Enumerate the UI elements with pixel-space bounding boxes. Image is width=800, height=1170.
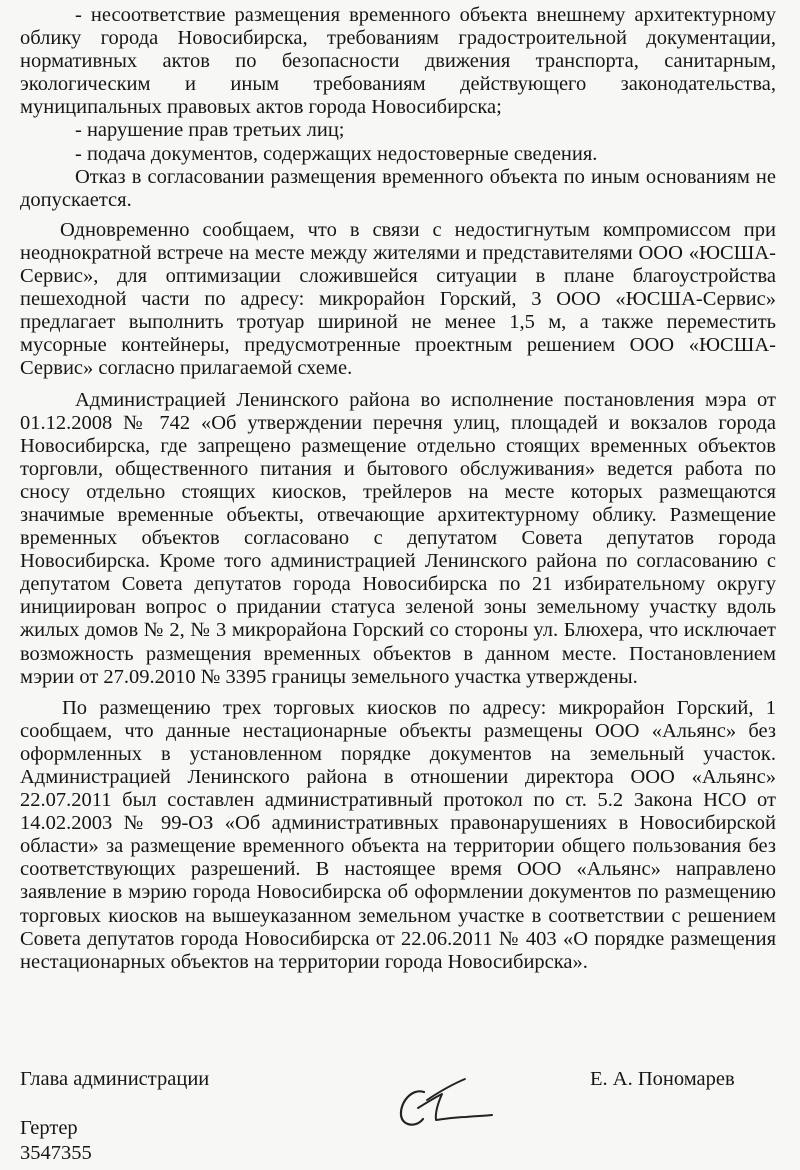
- paragraph-refusal-reason-architecture: - несоответствие размещения временного объекта внешнему архитектурному облику города Новосибирска, требованиям градостроительной документации, нормативных актов по безопасности движения транспорта, санитарным, экологическим и иным требованиям действующего законодательства, муниципальных правовых актов города Новосибирска;: [20, 4, 776, 119]
- paragraph-refusal-reason-false-info: - подача документов, содержащих недостоверные сведения.: [75, 142, 598, 165]
- executor-name: Гертер: [20, 1117, 78, 1139]
- signatory-position: Глава администрации: [20, 1068, 210, 1090]
- paragraph-refusal-reason-third-party: - нарушение прав третьих лиц;: [75, 119, 345, 142]
- paragraph-kiosks-alliance: По размещению трех торговых киосков по адресу: микрорайон Горский, 1 сообщаем, что данные нестационарные объекты размещены ООО «Альянс» без оформленных в установленном порядке документов на земельный участок. Администрацией Ленинского района в отношении директора ООО «Альянс» 22.07.2011 был составлен административный протокол по ст. 5.2 Закона НСО от 14.02.2003 № 99-ОЗ «Об административных правонарушениях в Новосибирской области» за размещение временного объекта на территории общего пользования без соответствующих разрешений. В настоящее время ООО «Альянс» направлено заявление в мэрию города Новосибирска об оформлении документов по размещению торговых киосков на вышеуказанном земельном участке в соответствии с решением Совета депутатов города Новосибирска от 22.06.2011 № 403 «О порядке размещения нестационарных объектов на территории города Новосибирска».: [20, 696, 776, 973]
- paragraph-no-other-grounds: Отказ в согласовании размещения временного объекта по иным основаниям не допускается.: [20, 165, 776, 211]
- handwritten-signature: [392, 1070, 502, 1132]
- letter-body: [20, 4, 776, 974]
- paragraph-leninsky-administration: Администрацией Ленинского района во исполнение постановления мэра от 01.12.2008 № 742 «Об утверждении перечня улиц, площадей и вокзалов города Новосибирска, где запрещено размещение отдельно стоящих временных объектов торговли, общественного питания и бытового обслуживания» ведется работа по сносу отдельно стоящих киосков, трейлеров на месте которых размещаются значимые временные объекты, отвечающие архитектурному облику. Размещение временных объектов согласовано с депутатом Совета депутатов города Новосибирска. Кроме того администрацией Ленинского района по согласованию с депутатом Совета депутатов города Новосибирска по 21 избирательному округу инициирован вопрос о придании статуса зеленой зоны земельному участку вдоль жилых домов № 2, № 3 микрорайона Горский со стороны ул. Блюхера, что исключает возможность размещения временных объектов в данном месте. Постановлением мэрии от 27.09.2010 № 3395 границы земельного участка утверждены.: [20, 388, 776, 688]
- paragraph-yussha-service: Одновременно сообщаем, что в связи с недостигнутым компромиссом при неоднократной встрече на месте между жителями и представителями ООО «ЮСША-Сервис», для оптимизации сложившейся ситуации в плане благоустройства пешеходной части по адресу: микрорайон Горский, 3 ООО «ЮСША-Сервис» предлагает выполнить тротуар шириной не менее 1,5 м, а также переместить мусорные контейнеры, предусмотренные проектным решением ООО «ЮСША-Сервис» согласно прилагаемой схеме.: [20, 218, 776, 380]
- signatory-name: Е. А. Пономарев: [590, 1068, 735, 1090]
- executor-phone: 3547355: [20, 1142, 92, 1164]
